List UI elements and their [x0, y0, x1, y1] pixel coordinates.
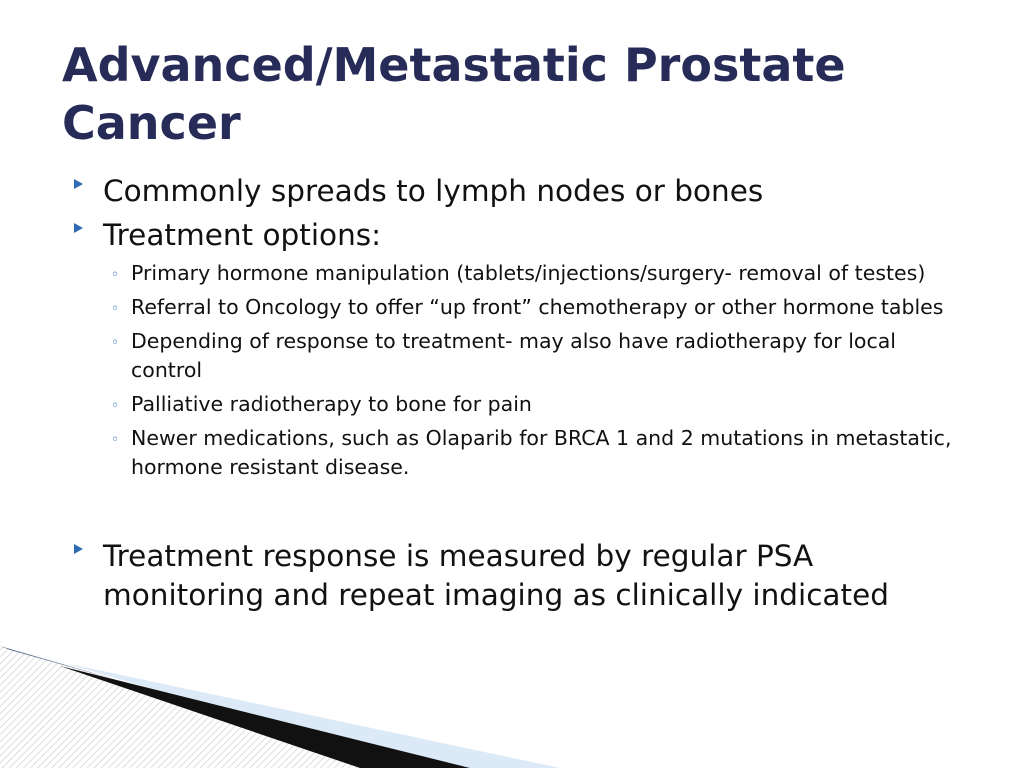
sub-bullet-item — [103, 327, 961, 385]
circle-bullet-icon: ◦ — [111, 335, 120, 351]
triangle-bullet-icon — [74, 179, 83, 189]
bullet-text: Commonly spreads to lymph nodes or bones — [103, 174, 764, 208]
bullet-item — [72, 172, 972, 211]
sub-bullet-list — [103, 259, 972, 482]
bullet-text: Treatment response is measured by regular PSA monitoring and repeat imaging as clinically indicated — [103, 539, 889, 612]
slide-body — [72, 172, 972, 620]
sub-bullet-item — [103, 424, 961, 482]
triangle-bullet-icon — [74, 544, 83, 554]
sub-bullet-text: Palliative radiotherapy to bone for pain — [131, 392, 532, 416]
bullet-item — [72, 216, 972, 482]
bullet-text: Treatment options: — [103, 218, 382, 252]
sub-bullet-text: Depending of response to treatment- may also have radiotherapy for local control — [131, 329, 896, 382]
sub-bullet-text: Referral to Oncology to offer “up front” chemotherapy or other hormone tables — [131, 295, 944, 319]
spacer — [72, 487, 972, 537]
slide-title: Advanced/Metastatic Prostate Cancer — [62, 38, 846, 150]
bullet-list — [72, 172, 972, 615]
triangle-bullet-icon — [74, 223, 83, 233]
corner-decoration — [0, 600, 1024, 768]
sub-bullet-item — [103, 293, 961, 322]
circle-bullet-icon: ◦ — [111, 432, 120, 448]
sub-bullet-text: Primary hormone manipulation (tablets/injections/surgery- removal of testes) — [131, 261, 926, 285]
sub-bullet-item — [103, 390, 961, 419]
sub-bullet-item — [103, 259, 961, 288]
sub-bullet-text: Newer medications, such as Olaparib for BRCA 1 and 2 mutations in metastatic, hormone resistant disease. — [131, 426, 952, 479]
circle-bullet-icon: ◦ — [111, 398, 120, 414]
circle-bullet-icon: ◦ — [111, 301, 120, 317]
circle-bullet-icon: ◦ — [111, 267, 120, 283]
